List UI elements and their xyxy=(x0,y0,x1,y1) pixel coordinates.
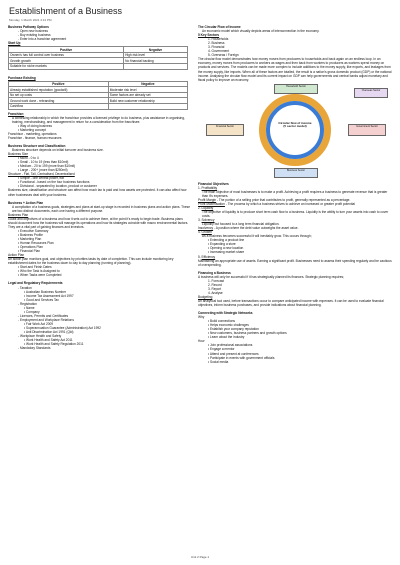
table-cell xyxy=(124,64,188,70)
list-item: • Establish your company reputation xyxy=(208,327,259,332)
table-cell: High risk level xyxy=(124,52,188,58)
objective-text: The objective of liquidity is to produce short term cash flow to a business. Liquidity is the ability to turn your assets into cash to cover costs. xyxy=(202,209,389,219)
paragraph: The circular flow model demonstrates how money moves from producers to households and back again on an endless loop. In an economy, money moves from producers to workers as wages and then back from workers to producers as workers spend money on products and services. The models can be made more complex to include additions to the money supply, like exports, and leakages from the money supply, like imports. When all of these factors are totalled, the result is a nation's gross domestic product (GDP) or the national income. Analysing the circular flow model and its current impact on GDP can help governments and central banks adjust monetary and fiscal policy to improve an economy. xyxy=(198,57,392,82)
table-cell xyxy=(108,104,187,110)
section-heading: Connecting with Strategic Networks xyxy=(198,311,253,316)
paragraph: An analytical tool used, before transactions occur to compare anticipated income with expenses. It can be used to evaluate financial objectives, inform business purchases, and provide indications about financial planning. xyxy=(198,298,384,308)
list-item: • New customers, business partners and growth options xyxy=(208,331,287,336)
list-item: • Join professional associations xyxy=(208,343,253,348)
objective-label: Liquidity xyxy=(201,205,214,210)
objective-number: 3. xyxy=(198,218,202,223)
objective-text: - The process by which a business strives to achieve an increased or greater profit potential xyxy=(224,201,355,206)
list-item: - Mandatory Standards xyxy=(18,346,51,351)
list-item: • Micro - 0 to 4 xyxy=(18,156,39,161)
list-item: • Helps economic challenges xyxy=(208,323,249,328)
page-footer: Unit 2 Page 1 xyxy=(190,555,210,559)
section-heading: Financing a Business xyxy=(198,270,231,275)
list-item: 5. Overseas / Foreign xyxy=(208,53,239,58)
list-item: 4. Analyse xyxy=(208,290,223,295)
diagram-subtitle-text: (5 sector model) xyxy=(283,124,307,129)
list-item: • Work Health and Safety Regulation 2011 xyxy=(24,342,84,347)
list-item: - Employment and Workplace Relations xyxy=(18,317,74,322)
list-item: • Operations Plan xyxy=(18,245,43,250)
table-cell: Cashflow xyxy=(9,104,109,110)
objective-text: - A position where the debt value outweighs the asset value. xyxy=(213,226,299,231)
table-header: Positive xyxy=(9,81,109,87)
list-item: • Company xyxy=(24,309,40,314)
paragraph: Business structure depends on initial turnover and business size. xyxy=(12,148,104,152)
list-item: • Increasing market share xyxy=(208,250,245,255)
section-heading: Legal and Regulatory Requirements xyxy=(8,281,63,286)
list-item: 1. Households xyxy=(208,37,229,42)
list-item: • Social media xyxy=(208,359,229,364)
sub-heading: Business Size xyxy=(8,152,29,157)
list-item: • Name xyxy=(24,305,35,310)
objective-label: Profit Margin xyxy=(198,197,217,202)
table-cell: Already established reputation (goodwill) xyxy=(9,87,109,93)
section-heading: The Circular Flow of Income xyxy=(198,25,241,29)
objective-label: Growth xyxy=(201,230,212,235)
left-column xyxy=(8,25,190,350)
objective-label: Profitability xyxy=(201,185,218,190)
list-item: • Superannuation Guarantee (Administration) Act 1992 xyxy=(24,325,101,330)
list-item: • Attend and present at conferences xyxy=(208,351,259,356)
list-item: 3. Financial xyxy=(208,45,225,50)
paragraph: A business will only be successful if it has strategically planned its finances. Strategic planning requires; xyxy=(198,274,344,279)
diagram-sector-box: Government Sector xyxy=(348,124,386,136)
table-cell: Moderate risk level xyxy=(108,87,187,93)
table-row xyxy=(9,64,188,70)
list-item: • Business Profile xyxy=(18,232,43,237)
list-item: • Good and Services Tax xyxy=(24,297,59,302)
table-cell: Suitable for niche markets xyxy=(9,64,124,70)
list-item: • Extending a product line xyxy=(208,238,245,243)
list-item: • Opening a new location xyxy=(208,246,244,251)
list-item: • Financial Plan xyxy=(18,249,41,254)
objective-number: 4. xyxy=(198,230,202,235)
list-item: 1. Forecast xyxy=(208,278,224,283)
objective-number: 5. xyxy=(198,254,202,259)
list-item: • Work Health and Safety Act 2011 xyxy=(24,338,73,343)
paragraph: A compilation of a business goals, strategies and plans at start-up stage is recorded in business plans and action plans. These are two distinct documents, each one having a different purpose. xyxy=(12,204,191,213)
table-header: Negative xyxy=(108,81,187,87)
table-cell: Owner/s has full control over business xyxy=(9,52,124,58)
diagram-sector-box: Overseas Sector xyxy=(354,88,388,98)
sub-heading: Budgeting xyxy=(198,294,213,299)
section-heading: Franchise: xyxy=(8,111,25,116)
list-item: • Who the Task is Assigned to xyxy=(18,269,60,274)
objective-label: Profit Maximisation xyxy=(198,201,225,206)
section-heading: Business + Action Plan xyxy=(8,200,44,205)
diagram-title-text: Circular flow of income xyxy=(278,120,312,125)
list-item: - Workplace Health and Safety xyxy=(18,334,62,339)
list-item: • Way of doing business xyxy=(18,123,52,128)
table-row xyxy=(9,104,188,110)
table-cell: Ground work done - rebranding xyxy=(9,98,109,104)
list-item: - Registration xyxy=(18,301,37,306)
table-header: Positive xyxy=(9,47,124,53)
list-item: • Marketing concept xyxy=(18,127,47,132)
list-item: • Australian Business Number xyxy=(24,289,67,294)
list-item: • Participate in events with government officials xyxy=(208,355,275,360)
objective-text: Liquidity but focused to a long term financial obligation. xyxy=(202,222,280,227)
list-item: • Marketing Plan xyxy=(18,236,42,241)
list-item: • Executive Summary xyxy=(18,228,49,233)
list-item: • Large - 200+ (more than $250mil) xyxy=(18,168,68,173)
paragraph: An economic model which visually depicts areas of interconnection in the economy. xyxy=(202,29,320,34)
sub-heading: 5 Key Sectors xyxy=(198,33,220,38)
list-item: • Anti Discrimination Act 1991 (Qld) xyxy=(24,330,74,335)
list-item: • Expanding a store xyxy=(208,242,236,247)
list-item: • Fair Work Act 2009 xyxy=(24,321,54,326)
purchase-table xyxy=(8,81,188,110)
paragraph: Goals and objectives of a business and how it sets out to achieve them, at the point it's ready to begin trade. Business plans should document how the business will manage its operations and how its strategies coincide with macro environmental factors. They are a vital part of gaining finances and investors. xyxy=(8,216,189,229)
right-column xyxy=(198,25,394,364)
section-heading: Financial Objectives xyxy=(198,181,229,186)
section-heading: Business Pathway Options xyxy=(8,25,49,29)
diagram-sector-box: Household Sector xyxy=(274,84,318,94)
paragraph: Business size, classification and structure can affect how much tax is paid and how assets are protected. It can also affect how other businesses deal with your business. xyxy=(8,188,187,197)
list-item: • When Tasks were Completed xyxy=(18,273,62,278)
sub-heading: Structure - Flat, Tall, Centralised, Decentralised xyxy=(8,172,75,177)
list-item: • Medium - 20 to 199 (more than $10mil) xyxy=(18,164,76,169)
objective-text: The main objective of most businesses is to make a profit. Achieving a profit requires a business to generate revenue that is greater than it's expenses. xyxy=(202,189,388,198)
table-cell: No financial backing xyxy=(124,58,188,64)
objective-text: As a business becomes successful it will inevitably grow. This occurs through; xyxy=(202,234,312,239)
sub-heading: How xyxy=(198,339,205,344)
objective-label: Efficiency xyxy=(201,254,216,259)
text-line: Franchise - finance, human resources xyxy=(8,135,62,140)
objective-text: Maintaining an appropriate use of assets. Earning a significant profit. Businesses need to assess their spending regularly and be cautious of overspending. xyxy=(198,258,392,267)
list-item: - Open new business xyxy=(18,29,48,34)
table-cell: Growth growth xyxy=(9,58,124,64)
table-cell: Some factors are already set xyxy=(108,92,187,98)
list-item: 3. Report xyxy=(208,286,222,291)
list-item: • Income Tax Assessment Act 1997 xyxy=(24,293,74,298)
section-heading: Purchase Existing xyxy=(8,75,36,80)
diagram-sector-box: Business Sector xyxy=(274,168,318,178)
objective-label: Solvency xyxy=(201,218,215,223)
paragraph: An action plan monitors goal, and objectives by priorities tasks by date of completion. This can include monitoring key establishment dates for the business down to day to day planning (running of planning). xyxy=(8,257,174,266)
paragraph: A continuing relationship in which the franchisor provides a licensed privilege to do business, plus assistance in organising, training, merchandising, and management in return for a consideration from the franchisee. xyxy=(12,115,185,124)
sub-heading: Action Plan xyxy=(8,253,25,258)
list-item: 4. Government xyxy=(208,49,230,54)
page-date: Monday, 1 March 2021 4:12 PM xyxy=(9,18,52,22)
list-item: • Engage a mentor xyxy=(208,347,235,352)
section-heading: Business Structure and Classification xyxy=(8,143,66,148)
circular-flow-diagram xyxy=(204,84,394,176)
text-line: Franchisor - marketing, operations xyxy=(8,131,57,136)
list-item: - Buy existing business xyxy=(18,33,51,38)
section-heading: Start Up xyxy=(8,41,21,46)
objective-number: 2. xyxy=(198,205,202,210)
flow-ring-inner xyxy=(266,101,324,159)
list-item: • Start and Finish Dates xyxy=(18,265,52,270)
list-item: 2. Record xyxy=(208,282,222,287)
sub-heading: Business Plan xyxy=(8,212,29,217)
list-item: - Enter into a franchise agreement xyxy=(18,37,67,42)
objective-number: 1. xyxy=(198,185,202,190)
startup-table xyxy=(8,46,188,69)
table-cell: No set up costs xyxy=(9,92,109,98)
list-item: - Taxation xyxy=(18,285,32,290)
list-item: • Simple - one central power, flat xyxy=(18,176,64,181)
list-item: • Build connections xyxy=(208,319,235,324)
sub-heading: Why xyxy=(198,315,205,320)
list-item: 2. Business xyxy=(208,41,225,46)
list-item: • Small - 10 to 19 (less than $10mil) xyxy=(18,160,69,165)
table-header: Negative xyxy=(124,47,188,53)
diagram-sector-box: Financial Sector xyxy=(206,124,244,136)
list-item: - Licences, Permits and Certificates xyxy=(18,313,69,318)
page-title: Establishment of a Business xyxy=(9,6,123,16)
diagram-title xyxy=(274,122,316,129)
list-item: • Divisional - separated by location, product or customer xyxy=(18,184,97,189)
table-cell: Build new customer relationship xyxy=(108,98,187,104)
list-item: • Human Resources Plan xyxy=(18,241,54,246)
list-item: • Learn about the industry xyxy=(208,335,245,340)
list-item: • Functional - based on the four business functions xyxy=(18,180,90,185)
objective-text: - The portion of a selling price that contributes to profit, generally represented as a percentage. xyxy=(216,197,351,202)
objective-label: Insolvency xyxy=(198,226,214,231)
